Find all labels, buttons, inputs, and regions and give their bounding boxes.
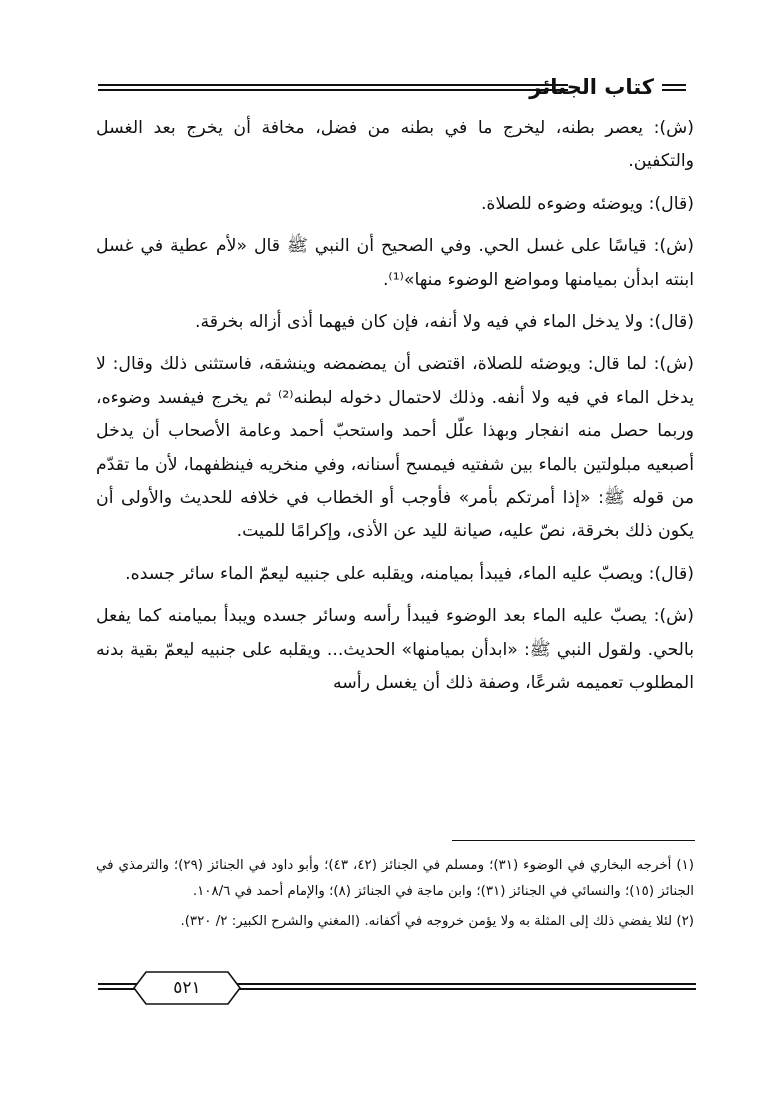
- page-number: ٥٢١: [173, 978, 201, 998]
- footnote-separator: [452, 840, 695, 841]
- paragraph-commentary-3: (ش): لما قال: ويوضئه للصلاة، اقتضى أن يمضمضه وينشقه، فاستثنى ذلك وقال: لا يدخل الماء في فيه ولا أنفه. وذلك لاحتمال دخوله لبطنه⁽²⁾ ثم يخرج فيفسد وضوءه، وربما حصل منه انفجار وبهذا علّل أحمد واستحبّ أحمد وعامة الأصحاب أن يدخل أصبعيه مبلولتين بالماء بين شفتيه فيمسح أسنانه، وفي منخريه فينظفهما، لأن ما تقدّم من قوله ﷺ: «إذا أمرتكم بأمر» فأوجب أو الخطاب في خلافه للحديث والأولى أن يكون ذلك بخرقة، نصّ عليه، صيانة لليد عن الأذى، وإكرامًا للميت.: [96, 354, 694, 542]
- header-rule: [98, 84, 568, 91]
- footnotes: [96, 853, 694, 939]
- footnote-2: (٢) لئلا يفضي ذلك إلى المثلة به ولا يؤمن خروجه في أكفانه. (المغني والشرح الكبير: ٢/ ٣٢٠).: [180, 914, 694, 929]
- main-text: [96, 112, 694, 710]
- footnote-1: (١) أخرجه البخاري في الوضوء (٣١)؛ ومسلم في الجنائز (٤٢، ٤٣)؛ وأبو داود في الجنائز (٢٩)؛ والترمذي في الجنائز (١٥)؛ والنسائي في الجنائز (٣١)؛ وابن ماجة في الجنائز (٨)؛ والإمام أحمد في ١٠٨/٦.: [96, 858, 694, 899]
- paragraph-text-1: (قال): ويوضئه وضوءه للصلاة.: [480, 193, 694, 214]
- paragraph-commentary-1: (ش): يعصر بطنه، ليخرج ما في بطنه من فضل، مخافة أن يخرج بعد الغسل والتكفين.: [96, 118, 694, 172]
- paragraph-text-2: (قال): ولا يدخل الماء في فيه ولا أنفه، فإن كان فيهما أذى أزاله بخرقة.: [194, 312, 694, 333]
- running-header-title: كتاب الجنائز: [529, 75, 654, 99]
- header-ornament-short: [662, 84, 686, 91]
- footer-rule-right: [232, 983, 696, 990]
- paragraph-text-3: (قال): ويصبّ عليه الماء، فيبدأ بميامنه، ويقلبه على جنبيه ليعمّ الماء سائر جسده.: [125, 563, 694, 584]
- paragraph-commentary-2: (ش): قياسًا على غسل الحي. وفي الصحيح أن النبي ﷺ قال «لأم عطية في غسل ابنته ابدأن بميامنها ومواضع الوضوء منها»⁽¹⁾.: [96, 236, 694, 290]
- page-number-badge: [132, 970, 242, 1006]
- paragraph-commentary-4: (ش): يصبّ عليه الماء بعد الوضوء فيبدأ رأسه وسائر جسده ويبدأ بميامنه كما يفعل بالحي. ولقول النبي ﷺ: «ابدأن بميامنها» الحديث... ويقلبه على جنبيه ليعمّ بقية بدنه المطلوب تعميمه شرعًا، وصفة ذلك أن يغسل رأسه: [96, 606, 694, 694]
